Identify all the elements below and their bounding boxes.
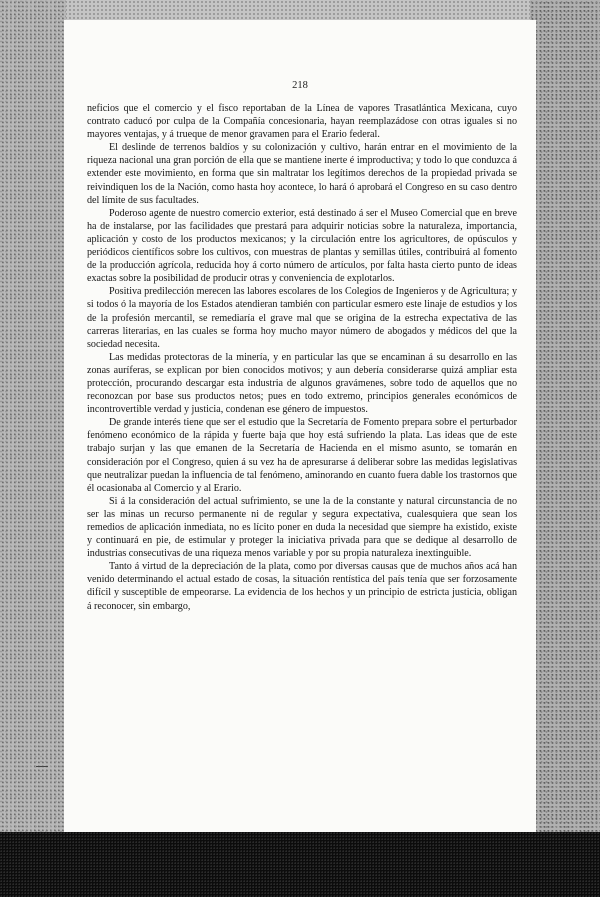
body-text xyxy=(87,102,517,613)
paragraph-5: Las medidas protectoras de la minería, y en particular las que se encaminan á su desarrollo en las zonas auríferas, se explican por bien conocidos motivos; y aun debería considerarse quizá ampliar esta protección, procurando descargar esta industria de algunos gravámenes, sobre todo de aquellos que no reconozcan por base sus productos netos; pues en todo extremo, principios generales económicos de incontrovertible verdad y justicia, condenan ese género de impuestos. xyxy=(87,351,517,416)
margin-mark xyxy=(36,766,48,767)
scan-border-top xyxy=(0,0,600,22)
paragraph-4: Positiva predilección merecen las labores escolares de los Colegios de Ingenieros y de Agricultura; y si todos ó la mayoría de los Estados atendieran también con particular esmero este linaje de estudios y los de la profesión mercantil, se remediaría el grave mal que se origina de la estrecha expectativa de las carreras literarias, en las cuales se forma hoy mucho mayor número de abogados y médicos del que la sociedad necesita. xyxy=(87,286,517,350)
page-number: 218 xyxy=(292,80,308,91)
paragraph-3: Poderoso agente de nuestro comercio exterior, está destinado á ser el Museo Comercial que en breve ha de instalarse, por las facilidades que prestará para adquirir noticias sobre la naturaleza, importancia, aplicación y costo de los productos mexicanos; y la circulación entre los agricultores, de opúsculos y periódicos científicos sobre los cultivos, con muestras de plantas y semillas útiles, contribuirá al fomento de la producción agrícola, reducida hoy á corto número de artículos, por falta hasta cierto punto de ideas exactas sobre la posibilidad de producir otras y conveniencia de explotarlos. xyxy=(87,207,517,285)
paragraph-2: El deslinde de terrenos baldíos y su colonización y cultivo, harán entrar en el movimiento de la riqueza nacional una gran porción de ella que se mantiene inerte é improductiva; y todo lo que conduzca á extender este movimiento, en forma que sin maltratar los legítimos derechos de la propiedad privada se reivindiquen los de la Nación, como hasta hoy acontece, lo hará ó aprobará el Congreso en su caso dentro del límite de sus facultades. xyxy=(87,142,517,206)
paragraph-7: Si á la consideración del actual sufrimiento, se une la de la constante y natural circunstancia de no ser las minas un recurso permanente ni de regular y segura expectativa, cualesquiera que sean los remedios de aplicación inmediata, no es lícito poner en duda la necesidad que siempre ha existido, existe y continuará en pie, de estimular y proteger la iniciativa privada para que se dedique al desarrollo de industrias consecutivas de una riqueza menos variable y por su propia naturaleza inextinguible. xyxy=(87,495,517,560)
document-page xyxy=(64,20,536,832)
paragraph-1: neficios que el comercio y el fisco reportaban de la Línea de vapores Trasatlántica Mexicana, cuyo contrato caducó por culpa de la Compañía concesionaria, hayan reemplazádose con otras iguales si no mayores ventajas, y á trueque de menor gravamen para el Erario federal. xyxy=(87,103,517,141)
scan-border-bottom xyxy=(0,832,600,897)
paragraph-8: Tanto á virtud de la depreciación de la plata, como por diversas causas que de muchos años acá han venido determinando el actual estado de cosas, la situación rentística del país tenía que ser forzosamente difícil y susceptible de empeorarse. La evidencia de los hechos y un principio de estricta justicia, obligan á reconocer, sin embargo, xyxy=(87,561,517,612)
paragraph-6: De grande interés tiene que ser el estudio que la Secretaría de Fomento prepara sobre el perturbador fenómeno económico de la rápida y fuerte baja que hoy está sufriendo la plata. Las ideas que de este trabajo surjan y las que emanen de la Secretaría de Hacienda en el mismo asunto, se tomarán en consideración por el Congreso, quien á su vez ha de apresurarse á deliberar sobre las medidas legislativas que neutralizar puedan la influencia de tal fenómeno, aminorando en cuanto fuera dable los trastornos que él ocasionaba al Comercio y al Erario. xyxy=(87,417,517,494)
scan-border-left xyxy=(0,0,66,897)
scan-border-right xyxy=(530,0,600,897)
